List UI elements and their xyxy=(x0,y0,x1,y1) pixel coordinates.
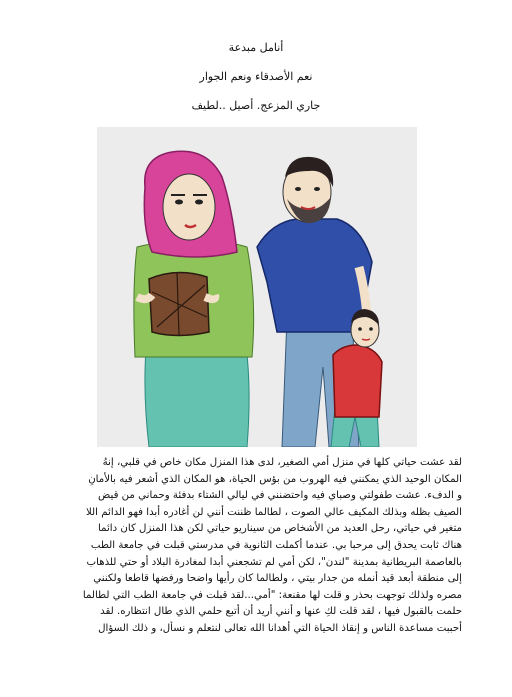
header-title: أنامل مبدعة xyxy=(228,41,284,54)
text-line: لقد عشت حياتي كلها في منزل أمي الصغير، لدى هذا المنزل مكان خاص في قلبي، إنهُ xyxy=(102,457,462,468)
text-line: المكان الوحيد الذي يمكنني فيه الهروب من بؤس الحياة، هو المكان الذي أشعر فيه بالأمانِ xyxy=(88,473,462,485)
story-text xyxy=(50,455,462,638)
family-illustration xyxy=(97,127,417,447)
text-line: إلى منطقة أبعد قيد أنمله من جدار بيتي ، ولطالما كان رأيها واضحا ورفضها قاطعا ولكنني xyxy=(93,573,462,585)
box-icon xyxy=(149,272,209,336)
text-line: بالعاصمة البريطانية بمدينة "لندن"، لكن أمي لم تشجعني أبدا لمغادرة البلاد أو حتي للذهاب xyxy=(86,556,462,568)
text-line: مصره ولذلك توجهت بحذر و قلت لها مقنعة: "أمي...لقد قبلت في جامعة الطب التي لطالما xyxy=(82,589,462,601)
text-line: متغير في حياتي، رحل العديد من الأشخاص من سيناريو حياتي لكن هذا المنزل كان دائما xyxy=(97,523,462,535)
text-line: حلمت بالقبول فيها ، لقد قلت لكِ عنها و أنني أريد أن أتبع حلمي الذي طال انتظاره. لقد xyxy=(100,606,462,618)
text-line: أحببت مساعدة الناس و إنقاذ الحياة التي أهدانا الله تعالى لنتعلم و نسأل، و ذلك السؤال xyxy=(98,622,462,634)
text-line: هناك ثابت يحدق إلى مرحبا بي. عندما أكملت الثانوية في مدرستي قبلت في جامعة الطب xyxy=(90,539,462,551)
header-byline: جاري المزعج. أصيل ..لطيف xyxy=(191,99,321,112)
text-line: و الدفء. عشت طفولتي وصباي فيه واحتضنني في ليالي الشتاء بدفئة وحماني من قيض xyxy=(98,490,462,502)
text-line: الصيف بظله وبذلك المكيف عالي الصوت ، لطالما ظننت أنني لن أغادره أبدا فهو الدائم اللا xyxy=(85,506,462,518)
header-subtitle: نعم الأصدقاء ونعم الجوار xyxy=(199,70,313,83)
